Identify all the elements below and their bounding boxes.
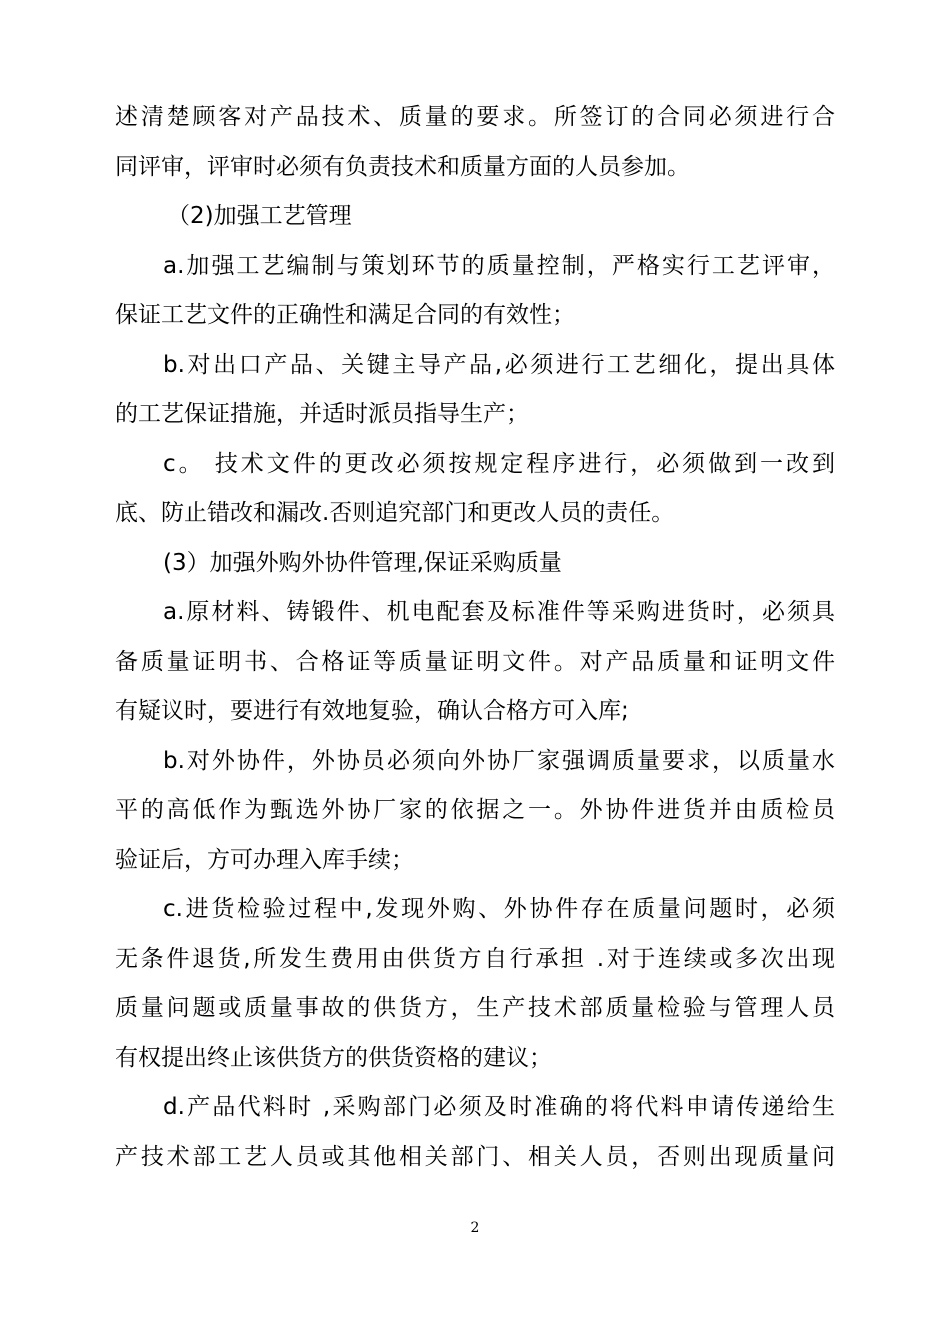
document-body bbox=[115, 93, 835, 1182]
text-line: b.对出口产品、关键主导产品,必须进行工艺细化，提出具体 bbox=[163, 351, 835, 378]
text-line: 验证后，方可办理入库手续； bbox=[115, 846, 414, 873]
text-line: 的工艺保证措施，并适时派员指导生产； bbox=[115, 401, 529, 427]
text-line: 无条件退货,所发生费用由供货方自行承担 .对于连续或多次出现 bbox=[115, 945, 835, 972]
section-heading: （2)加强工艺管理 bbox=[167, 203, 352, 229]
text-line: 备质量证明书、合格证等质量证明文件。对产品质量和证明文件 bbox=[115, 648, 835, 675]
text-line: 有权提出终止该供货方的供货资格的建议； bbox=[115, 1044, 552, 1071]
section-heading: (3）加强外购外协件管理,保证采购质量 bbox=[163, 549, 562, 576]
text-line: a.原材料、铸锻件、机电配套及标准件等采购进货时，必须具 bbox=[163, 599, 835, 625]
page-number: 2 bbox=[470, 1220, 480, 1236]
text-line: b.对外协件，外协员必须向外协厂家强调质量要求，以质量水 bbox=[163, 747, 835, 774]
text-line: 平的高低作为甄选外协厂家的依据之一。外协件进货并由质检员 bbox=[115, 797, 835, 823]
text-line: d.产品代料时 ,采购部门必须及时准确的将代料申请传递给生 bbox=[163, 1094, 835, 1120]
text-line: c。 技术文件的更改必须按规定程序进行，必须做到一改到 bbox=[163, 450, 835, 477]
text-line: 述清楚顾客对产品技术、质量的要求。所签订的合同必须进行合 bbox=[115, 104, 835, 130]
text-line: c.进货检验过程中,发现外购、外协件存在质量问题时，必须 bbox=[163, 896, 835, 922]
text-line: 有疑议时，要进行有效地复验，确认合格方可入库; bbox=[115, 698, 629, 724]
text-line: 保证工艺文件的正确性和满足合同的有效性； bbox=[115, 302, 575, 328]
text-line: 底、防止错改和漏改.否则追究部门和更改人员的责任。 bbox=[115, 500, 675, 526]
text-line: 同评审，评审时必须有负责技术和质量方面的人员参加。 bbox=[115, 153, 690, 180]
text-line: a.加强工艺编制与策划环节的质量控制，严格实行工艺评审， bbox=[163, 252, 835, 279]
text-line: 质量问题或质量事故的供货方，生产技术部质量检验与管理人员 bbox=[115, 995, 835, 1021]
text-line: 产技术部工艺人员或其他相关部门、相关人员，否则出现质量问 bbox=[115, 1143, 835, 1170]
